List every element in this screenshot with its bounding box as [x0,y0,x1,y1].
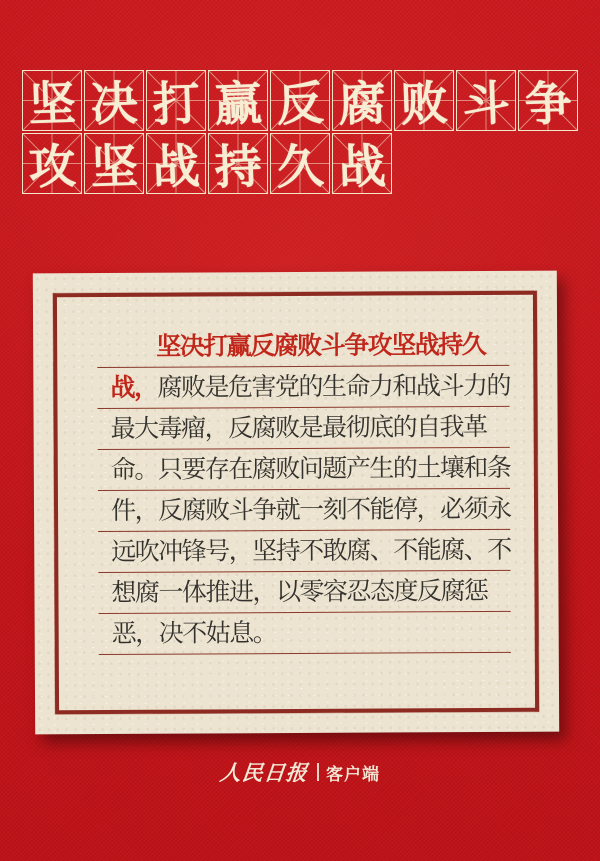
calligraphy-cell [146,70,206,131]
quote-text [97,325,511,655]
text-segment: 远吹冲锋号，坚持不敢腐、不能腐、不 [111,535,511,566]
calligraphy-char: 打 [151,76,201,133]
calligraphy-cell [22,70,82,131]
calligraphy-cell [332,70,392,131]
calligraphy-char: 斗 [461,76,511,133]
calligraphy-cell [518,70,578,131]
calligraphy-banner [22,70,580,196]
text-segment: 战， [110,373,158,402]
calligraphy-char: 反 [275,76,325,133]
calligraphy-cell [208,70,268,131]
text-line [99,612,511,655]
text-line [98,407,510,450]
calligraphy-cell [394,70,454,131]
calligraphy-char: 战 [337,139,387,196]
text-segment: 最大毒瘤，反腐败是最彻底的自我革 [110,413,487,443]
text-segment: 命。只要存在腐败问题产生的土壤和条 [110,453,511,484]
calligraphy-char: 战 [151,139,201,196]
calligraphy-char: 坚 [89,139,139,196]
calligraphy-char: 攻 [27,139,77,196]
calligraphy-cell [332,133,392,194]
calligraphy-char: 腐 [337,76,387,133]
calligraphy-cell [84,70,144,131]
client-label: 客户端 [326,764,380,784]
quote-card [33,271,559,735]
peoples-daily-wordmark: 人民日报 [218,760,310,785]
calligraphy-char: 决 [89,76,139,133]
calligraphy-char: 持 [213,139,263,196]
text-line [98,448,510,491]
footer-divider-icon [317,763,319,781]
text-line [97,325,509,368]
calligraphy-char: 败 [399,76,449,133]
calligraphy-char: 坚 [27,76,77,133]
calligraphy-cell [270,133,330,194]
text-segment: 坚决打赢反腐败斗争攻坚战持久 [156,331,486,361]
text-line [97,366,509,409]
calligraphy-cell [456,70,516,131]
calligraphy-cell [270,70,330,131]
text-line [98,530,510,573]
calligraphy-char: 赢 [213,76,263,133]
text-segment: 腐败是危害党的生命力和战斗力的 [157,371,510,402]
grid-row [22,133,580,194]
calligraphy-char: 久 [275,139,325,196]
text-line [98,571,510,614]
footer-logo [0,757,600,787]
text-segment: 想腐一体推进，以零容忍态度反腐惩 [111,576,488,607]
calligraphy-cell [84,133,144,194]
text-segment: 件，反腐败斗争就一刻不能停，必须永 [110,494,511,525]
calligraphy-cell [146,133,206,194]
grid-row [22,70,580,131]
text-segment: 恶，决不姑息。 [111,619,277,648]
calligraphy-cell [22,133,82,194]
calligraphy-cell [208,133,268,194]
text-line [98,489,510,532]
calligraphy-char: 争 [523,76,573,133]
